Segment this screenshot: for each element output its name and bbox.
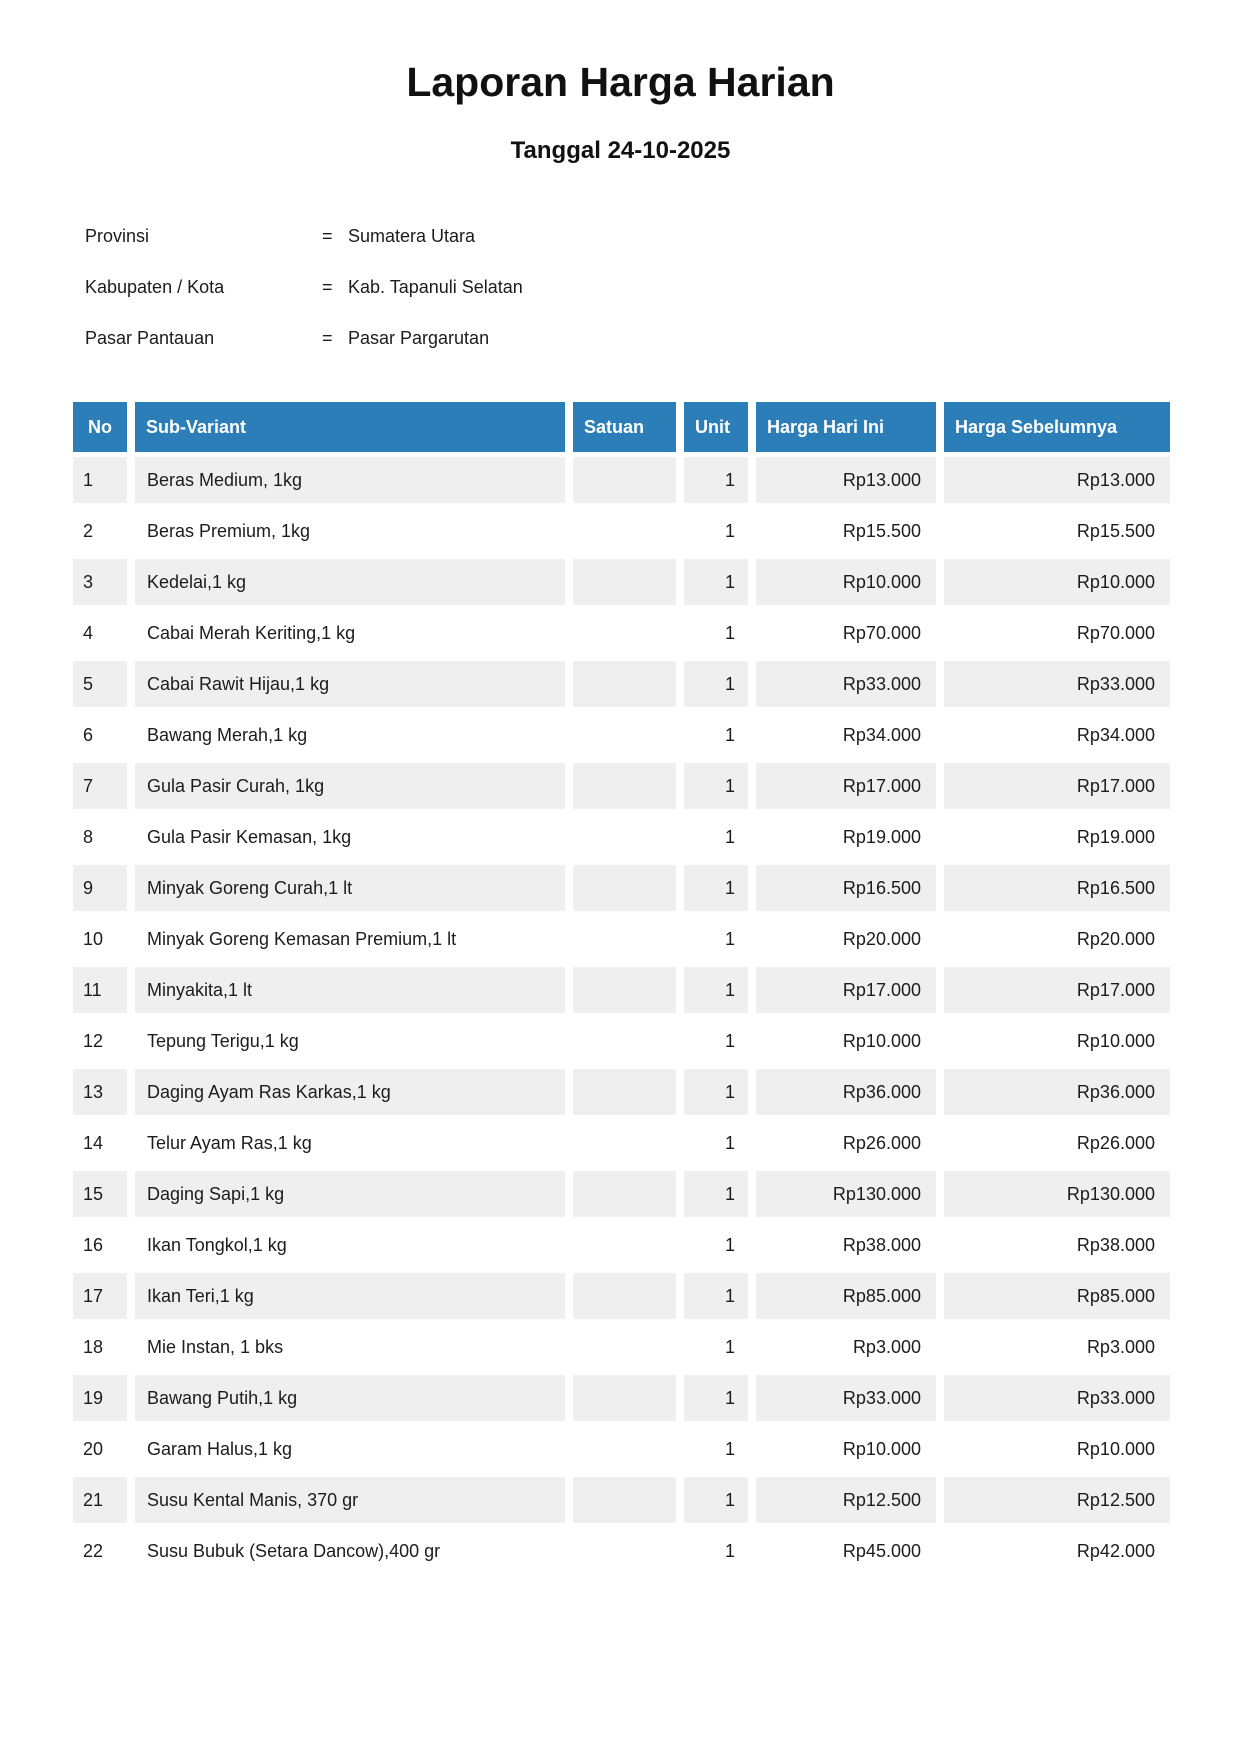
cell-sub-variant: Gula Pasir Curah, 1kg [135,763,565,809]
cell-no: 10 [73,916,127,962]
cell-unit: 1 [684,559,748,605]
cell-satuan [573,712,676,758]
cell-no: 13 [73,1069,127,1115]
table-row [73,1069,1170,1115]
cell-harga-sebelumnya: Rp10.000 [944,559,1170,605]
cell-sub-variant: Minyak Goreng Kemasan Premium,1 lt [135,916,565,962]
cell-harga-sebelumnya: Rp19.000 [944,814,1170,860]
cell-unit: 1 [684,1018,748,1064]
meta-label-kabupaten-kota: Kabupaten / Kota [85,277,225,297]
cell-no: 8 [73,814,127,860]
cell-harga-sebelumnya: Rp85.000 [944,1273,1170,1319]
cell-satuan [573,967,676,1013]
cell-harga-hari-ini: Rp17.000 [756,967,936,1013]
cell-no: 19 [73,1375,127,1421]
cell-unit: 1 [684,1324,748,1370]
cell-sub-variant: Bawang Merah,1 kg [135,712,565,758]
cell-harga-sebelumnya: Rp36.000 [944,1069,1170,1115]
cell-satuan [573,1528,676,1574]
cell-sub-variant: Cabai Merah Keriting,1 kg [135,610,565,656]
cell-sub-variant: Minyak Goreng Curah,1 lt [135,865,565,911]
cell-sub-variant: Tepung Terigu,1 kg [135,1018,565,1064]
header-cell-harga-sebelumnya: Harga Sebelumnya [944,402,1170,452]
cell-no: 21 [73,1477,127,1523]
cell-sub-variant: Susu Bubuk (Setara Dancow),400 gr [135,1528,565,1574]
cell-unit: 1 [684,916,748,962]
cell-harga-sebelumnya: Rp15.500 [944,508,1170,554]
cell-sub-variant: Daging Sapi,1 kg [135,1171,565,1217]
cell-harga-sebelumnya: Rp16.500 [944,865,1170,911]
cell-harga-hari-ini: Rp34.000 [756,712,936,758]
cell-satuan [573,1120,676,1166]
cell-harga-hari-ini: Rp16.500 [756,865,936,911]
header-cell-unit: Unit [684,402,748,452]
cell-harga-sebelumnya: Rp17.000 [944,763,1170,809]
cell-unit: 1 [684,967,748,1013]
cell-harga-hari-ini: Rp38.000 [756,1222,936,1268]
cell-harga-hari-ini: Rp45.000 [756,1528,936,1574]
page-title: Laporan Harga Harian [406,59,835,105]
cell-no: 6 [73,712,127,758]
cell-unit: 1 [684,508,748,554]
cell-sub-variant: Daging Ayam Ras Karkas,1 kg [135,1069,565,1115]
cell-unit: 1 [684,661,748,707]
header-cell-sub-variant: Sub-Variant [135,402,565,452]
cell-unit: 1 [684,1528,748,1574]
cell-no: 9 [73,865,127,911]
table-row [73,1171,1170,1217]
cell-no: 7 [73,763,127,809]
cell-harga-sebelumnya: Rp10.000 [944,1018,1170,1064]
table-row [73,508,1170,554]
cell-satuan [573,457,676,503]
cell-harga-hari-ini: Rp70.000 [756,610,936,656]
cell-no: 5 [73,661,127,707]
cell-unit: 1 [684,1375,748,1421]
header-cell-harga-hari-ini: Harga Hari Ini [756,402,936,452]
meta-label-pasar-pantauan: Pasar Pantauan [85,328,215,348]
cell-sub-variant: Garam Halus,1 kg [135,1426,565,1472]
cell-no: 11 [73,967,127,1013]
cell-sub-variant: Susu Kental Manis, 370 gr [135,1477,565,1523]
cell-sub-variant: Ikan Tongkol,1 kg [135,1222,565,1268]
meta-value-kabupaten-kota: Kab. Tapanuli Selatan [348,277,523,297]
cell-satuan [573,865,676,911]
cell-satuan [573,763,676,809]
price-table [65,397,1178,1579]
cell-no: 3 [73,559,127,605]
table-row [73,1426,1170,1472]
cell-unit: 1 [684,814,748,860]
table-row [73,1018,1170,1064]
cell-unit: 1 [684,1069,748,1115]
cell-no: 2 [73,508,127,554]
cell-sub-variant: Cabai Rawit Hijau,1 kg [135,661,565,707]
table-row [73,712,1170,758]
cell-satuan [573,1171,676,1217]
table-row [73,457,1170,503]
cell-satuan [573,1477,676,1523]
cell-no: 15 [73,1171,127,1217]
cell-harga-hari-ini: Rp130.000 [756,1171,936,1217]
cell-harga-hari-ini: Rp36.000 [756,1069,936,1115]
cell-satuan [573,916,676,962]
cell-sub-variant: Beras Medium, 1kg [135,457,565,503]
cell-harga-hari-ini: Rp3.000 [756,1324,936,1370]
cell-harga-sebelumnya: Rp26.000 [944,1120,1170,1166]
cell-harga-hari-ini: Rp20.000 [756,916,936,962]
table-row [73,559,1170,605]
cell-satuan [573,1273,676,1319]
page-subtitle: Tanggal 24-10-2025 [510,137,731,164]
cell-harga-sebelumnya: Rp33.000 [944,661,1170,707]
cell-harga-hari-ini: Rp17.000 [756,763,936,809]
cell-satuan [573,559,676,605]
table-row [73,661,1170,707]
cell-satuan [573,610,676,656]
table-row [73,1324,1170,1370]
cell-unit: 1 [684,1120,748,1166]
cell-harga-sebelumnya: Rp42.000 [944,1528,1170,1574]
table-row [73,814,1170,860]
table-row [73,1477,1170,1523]
meta-section [85,211,523,364]
price-table-body [73,457,1170,1574]
cell-satuan [573,1222,676,1268]
cell-harga-hari-ini: Rp33.000 [756,1375,936,1421]
meta-row-kabupaten-kota [85,262,523,313]
meta-row-provinsi [85,211,523,262]
cell-harga-sebelumnya: Rp10.000 [944,1426,1170,1472]
cell-harga-sebelumnya: Rp38.000 [944,1222,1170,1268]
meta-value-provinsi: Sumatera Utara [348,226,476,246]
cell-no: 18 [73,1324,127,1370]
cell-sub-variant: Bawang Putih,1 kg [135,1375,565,1421]
cell-harga-hari-ini: Rp85.000 [756,1273,936,1319]
table-row [73,1222,1170,1268]
cell-unit: 1 [684,1477,748,1523]
table-row [73,865,1170,911]
cell-harga-hari-ini: Rp33.000 [756,661,936,707]
cell-no: 12 [73,1018,127,1064]
table-row [73,916,1170,962]
meta-value-pasar-pantauan: Pasar Pargarutan [348,328,490,348]
meta-equals-sign: = [322,328,333,348]
cell-satuan [573,508,676,554]
meta-label-provinsi: Provinsi [85,226,150,246]
cell-satuan [573,1324,676,1370]
cell-harga-hari-ini: Rp10.000 [756,1018,936,1064]
cell-satuan [573,1018,676,1064]
cell-satuan [573,661,676,707]
meta-equals-sign: = [322,277,333,297]
cell-harga-hari-ini: Rp19.000 [756,814,936,860]
cell-satuan [573,1069,676,1115]
cell-sub-variant: Kedelai,1 kg [135,559,565,605]
cell-satuan [573,814,676,860]
cell-unit: 1 [684,1171,748,1217]
header-cell-no: No [73,402,127,452]
cell-harga-hari-ini: Rp12.500 [756,1477,936,1523]
cell-satuan [573,1426,676,1472]
table-row [73,1375,1170,1421]
cell-no: 22 [73,1528,127,1574]
cell-satuan [573,1375,676,1421]
cell-harga-sebelumnya: Rp34.000 [944,712,1170,758]
table-row [73,610,1170,656]
table-row [73,1120,1170,1166]
cell-harga-hari-ini: Rp10.000 [756,1426,936,1472]
cell-sub-variant: Mie Instan, 1 bks [135,1324,565,1370]
cell-unit: 1 [684,610,748,656]
meta-row-pasar-pantauan [85,313,523,364]
cell-harga-sebelumnya: Rp70.000 [944,610,1170,656]
cell-no: 4 [73,610,127,656]
cell-harga-sebelumnya: Rp33.000 [944,1375,1170,1421]
table-row [73,1528,1170,1574]
cell-unit: 1 [684,1222,748,1268]
table-header-row [73,402,1170,452]
cell-no: 17 [73,1273,127,1319]
header-cell-satuan: Satuan [573,402,676,452]
cell-unit: 1 [684,763,748,809]
table-row [73,1273,1170,1319]
cell-sub-variant: Gula Pasir Kemasan, 1kg [135,814,565,860]
cell-harga-hari-ini: Rp13.000 [756,457,936,503]
cell-unit: 1 [684,1426,748,1472]
cell-unit: 1 [684,457,748,503]
cell-sub-variant: Ikan Teri,1 kg [135,1273,565,1319]
cell-sub-variant: Beras Premium, 1kg [135,508,565,554]
table-row [73,763,1170,809]
cell-harga-hari-ini: Rp26.000 [756,1120,936,1166]
cell-sub-variant: Telur Ayam Ras,1 kg [135,1120,565,1166]
table-row [73,967,1170,1013]
cell-no: 16 [73,1222,127,1268]
cell-harga-sebelumnya: Rp3.000 [944,1324,1170,1370]
cell-unit: 1 [684,1273,748,1319]
cell-harga-hari-ini: Rp10.000 [756,559,936,605]
cell-unit: 1 [684,712,748,758]
cell-unit: 1 [684,865,748,911]
cell-harga-sebelumnya: Rp13.000 [944,457,1170,503]
cell-harga-sebelumnya: Rp20.000 [944,916,1170,962]
cell-no: 20 [73,1426,127,1472]
cell-harga-sebelumnya: Rp17.000 [944,967,1170,1013]
cell-harga-sebelumnya: Rp130.000 [944,1171,1170,1217]
cell-no: 1 [73,457,127,503]
cell-harga-sebelumnya: Rp12.500 [944,1477,1170,1523]
cell-sub-variant: Minyakita,1 lt [135,967,565,1013]
cell-no: 14 [73,1120,127,1166]
cell-harga-hari-ini: Rp15.500 [756,508,936,554]
meta-equals-sign: = [322,226,333,246]
